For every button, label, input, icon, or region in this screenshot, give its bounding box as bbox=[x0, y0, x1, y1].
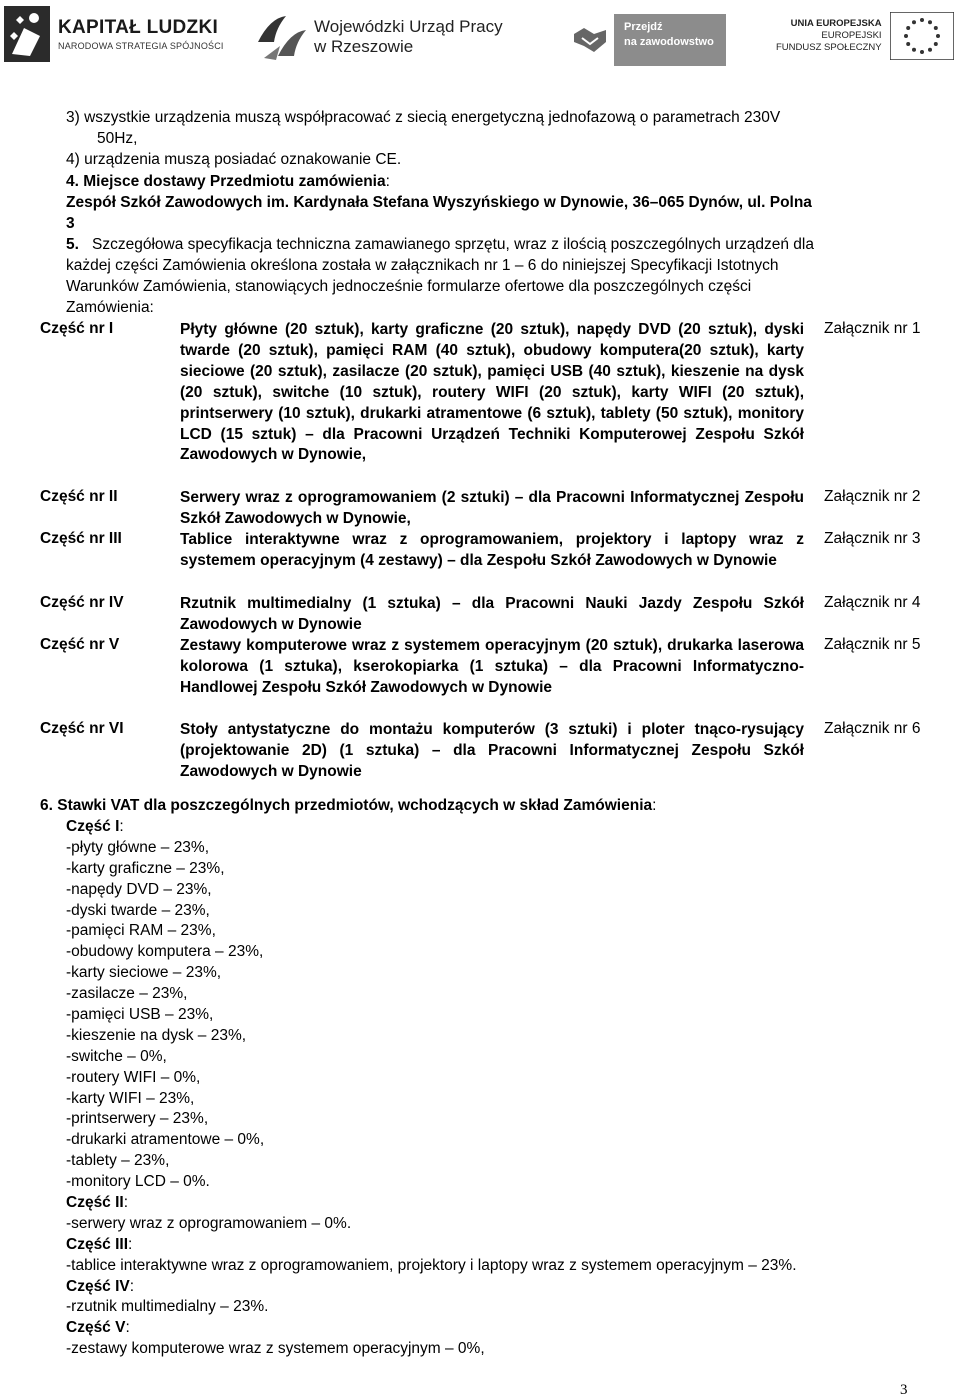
ue-line2: EUROPEJSKI bbox=[821, 30, 882, 41]
section-4-colon: : bbox=[385, 173, 390, 190]
part-description: Rzutnik multimedialny (1 sztuka) – dla Pracowni Nauki Jazdy Zespołu Szkół Zawodowych w Dynowie bbox=[180, 595, 804, 633]
part-name: Część nr II bbox=[40, 488, 118, 505]
vat-group-label-text: Część V bbox=[66, 1319, 126, 1337]
vat-group-label: Część II: bbox=[66, 1194, 129, 1212]
section-5-line4: Zamówienia: bbox=[66, 299, 154, 316]
section-4-number: 4. bbox=[66, 173, 79, 190]
vat-item: -drukarki atramentowe – 0%, bbox=[66, 1131, 265, 1149]
part-annex: Załącznik nr 2 bbox=[824, 488, 921, 505]
list-item-4: 4) urządzenia muszą posiadać oznakowanie CE. bbox=[66, 151, 402, 168]
ue-line3: FUNDUSZ SPOŁECZNY bbox=[776, 42, 882, 53]
vat-item: -zasilacze – 23%, bbox=[66, 985, 188, 1003]
vat-item: -karty WIFI – 23%, bbox=[66, 1089, 195, 1107]
part-name: Część nr I bbox=[40, 320, 114, 337]
eu-logo bbox=[776, 12, 954, 60]
wup-line2: w Rzeszowie bbox=[314, 37, 414, 56]
wup-emblem-icon bbox=[256, 12, 308, 62]
pnz-line1: Przejdź bbox=[624, 21, 663, 33]
vat-item: -routery WIFI – 0%, bbox=[66, 1068, 201, 1086]
ue-line1: UNIA EUROPEJSKA bbox=[790, 18, 882, 29]
vat-item: -obudowy komputera – 23%, bbox=[66, 943, 264, 961]
wup-logo bbox=[256, 12, 503, 62]
part-annex: Załącznik nr 3 bbox=[824, 530, 921, 547]
kl-subtitle: NARODOWA STRATEGIA SPÓJNOŚCI bbox=[58, 41, 224, 51]
vat-item: -rzutnik multimedialny – 23%. bbox=[66, 1298, 269, 1316]
part-name: Część nr VI bbox=[40, 720, 124, 737]
list-item-3-line2: 50Hz, bbox=[97, 130, 138, 147]
section-4-heading bbox=[66, 172, 390, 192]
vat-group-label: Część III: bbox=[66, 1235, 133, 1253]
vat-group-label: Część IV: bbox=[66, 1277, 135, 1295]
part-name: Część nr IV bbox=[40, 594, 124, 611]
vat-item: -pamięci RAM – 23%, bbox=[66, 922, 216, 940]
part-annex: Załącznik nr 4 bbox=[824, 594, 921, 611]
page-number: 3 bbox=[900, 1382, 908, 1398]
vat-item: -karty sieciowe – 23%, bbox=[66, 964, 222, 982]
part-description: Płyty główne (20 sztuk), karty graficzne (20 sztuk), napędy DVD (20 sztuk), dyski twarde (20 sztuk), pamięci RAM (40 sztuk), obudowy komputera(20 sztuk), karty sieciowe (20 sztuk), zasilacze (20 sztuk), pamięci USB (40 sztuk), kieszenie na dysk (20 sztuk), switche (10 sztuk), routery WIFI (20 sztuk), karty WIFI (20 sztuk), printserwery (10 sztuk), drukarki atramentowe (6 sztuk), tablety (50 sztuk), monitory LCD (15 sztuk) – dla Pracowni Urządzeń Techniki Komputerowej Zespołu Szkół Zawodowych w Dynowie, bbox=[180, 321, 804, 464]
section-6-colon: : bbox=[652, 797, 657, 814]
eu-flag-icon bbox=[890, 12, 954, 60]
part-annex: Załącznik nr 1 bbox=[824, 320, 921, 337]
section-5-line3: Warunków Zamówienia, stanowiących jednocześnie formularze ofertowe dla poszczególnych części bbox=[66, 278, 752, 295]
section-4-address-line1: Zespół Szkół Zawodowych im. Kardynała Stefana Wyszyńskiego w Dynowie, 36–065 Dynów, ul. Polna bbox=[66, 194, 812, 211]
vat-item: -pamięci USB – 23%, bbox=[66, 1006, 214, 1024]
vat-item: -tablice interaktywne wraz z oprogramowaniem, projektory i laptopy wraz z systemem operacyjnym – 23%. bbox=[66, 1256, 797, 1274]
vat-item: -tablety – 23%, bbox=[66, 1152, 170, 1170]
vat-item: -dyski twarde – 23%, bbox=[66, 901, 210, 919]
section-4-title: Miejsce dostawy Przedmiotu zamówienia bbox=[83, 173, 386, 190]
handshake-icon bbox=[572, 24, 608, 56]
vat-item: -zestawy komputerowe wraz z systemem operacyjnym – 0%, bbox=[66, 1340, 485, 1358]
section-5-number: 5. bbox=[66, 236, 79, 253]
part-description: Serwery wraz z oprogramowaniem (2 sztuki) – dla Pracowni Informatycznej Zespołu Szkół Zawodowych w Dynowie, bbox=[180, 489, 804, 527]
pnz-line2: na zawodowstwo bbox=[624, 36, 714, 48]
wup-line1: Wojewódzki Urząd Pracy bbox=[314, 17, 503, 36]
vat-rates-list bbox=[66, 817, 797, 1360]
kl-title: KAPITAŁ LUDZKI bbox=[58, 17, 219, 38]
vat-item: -płyty główne – 23%, bbox=[66, 838, 210, 856]
section-6-number: 6. bbox=[40, 797, 53, 814]
part-name: Część nr V bbox=[40, 636, 120, 653]
vat-item: -napędy DVD – 23%, bbox=[66, 880, 212, 898]
part-description: Zestawy komputerowe wraz z systemem operacyjnym (20 sztuk), drukarka laserowa kolorowa (1 sztuka), kserokopiarka (1 sztuka) – dla Pracowni Informatyczno-Handlowej Zespołu Szkół Zawodowych w Dynowie bbox=[180, 637, 804, 696]
part-annex: Załącznik nr 5 bbox=[824, 636, 921, 653]
vat-group-label: Część V: bbox=[66, 1319, 130, 1337]
kapital-ludzki-logo bbox=[4, 6, 224, 62]
section-6-title: Stawki VAT dla poszczególnych przedmiotów, wchodzących w skład Zamówienia bbox=[57, 797, 653, 814]
section-5-line2: każdej części Zamówienia określona została w załącznikach nr 1 – 6 do niniejszej Specyfikacji Istotnych bbox=[66, 257, 779, 274]
vat-item: -serwery wraz z oprogramowaniem – 0%. bbox=[66, 1214, 352, 1232]
vat-item: -kieszenie na dysk – 23%, bbox=[66, 1026, 247, 1044]
vat-group-label-text: Część IV bbox=[66, 1277, 130, 1295]
vat-item: -monitory LCD – 0%. bbox=[66, 1173, 210, 1191]
vat-group-label-text: Część III bbox=[66, 1235, 129, 1253]
section-6-heading bbox=[40, 796, 656, 816]
list-item-3-line1: 3) wszystkie urządzenia muszą współpracować z siecią energetyczną jednofazową o parametrach 230V bbox=[66, 109, 781, 126]
vat-item: -switche – 0%, bbox=[66, 1047, 167, 1065]
vat-item: -karty graficzne – 23%, bbox=[66, 859, 225, 877]
vat-group-label-text: Część II bbox=[66, 1194, 124, 1212]
vat-group-label: Część I: bbox=[66, 818, 124, 835]
section-5-line1: Szczegółowa specyfikacja techniczna zamawianego sprzętu, wraz z ilością poszczególnych urządzeń dla bbox=[92, 236, 814, 253]
part-description: Stoły antystatyczne do montażu komputerów (3 sztuki) i ploter tnąco-rysujący (projektowanie 2D) (1 sztuka) – dla Pracowni Informatycznej Zespołu Szkół Zawodowych w Dynowie bbox=[180, 721, 804, 780]
part-annex: Załącznik nr 6 bbox=[824, 720, 921, 737]
part-description: Tablice interaktywne wraz z oprogramowaniem, projektory i laptopy wraz z systemem operacyjnym (4 zestawy) – dla Zespołu Szkół Zawodowych w Dynowie bbox=[180, 531, 804, 569]
vat-item: -printserwery – 23%, bbox=[66, 1110, 209, 1128]
header-logos bbox=[0, 0, 960, 80]
przejdz-na-zawodowstwo-logo bbox=[572, 14, 726, 66]
vat-group-label-text: Część I bbox=[66, 818, 120, 835]
part-name: Część nr III bbox=[40, 530, 122, 547]
section-4-address-line2: 3 bbox=[66, 215, 75, 232]
kapital-ludzki-emblem-icon bbox=[4, 6, 50, 62]
